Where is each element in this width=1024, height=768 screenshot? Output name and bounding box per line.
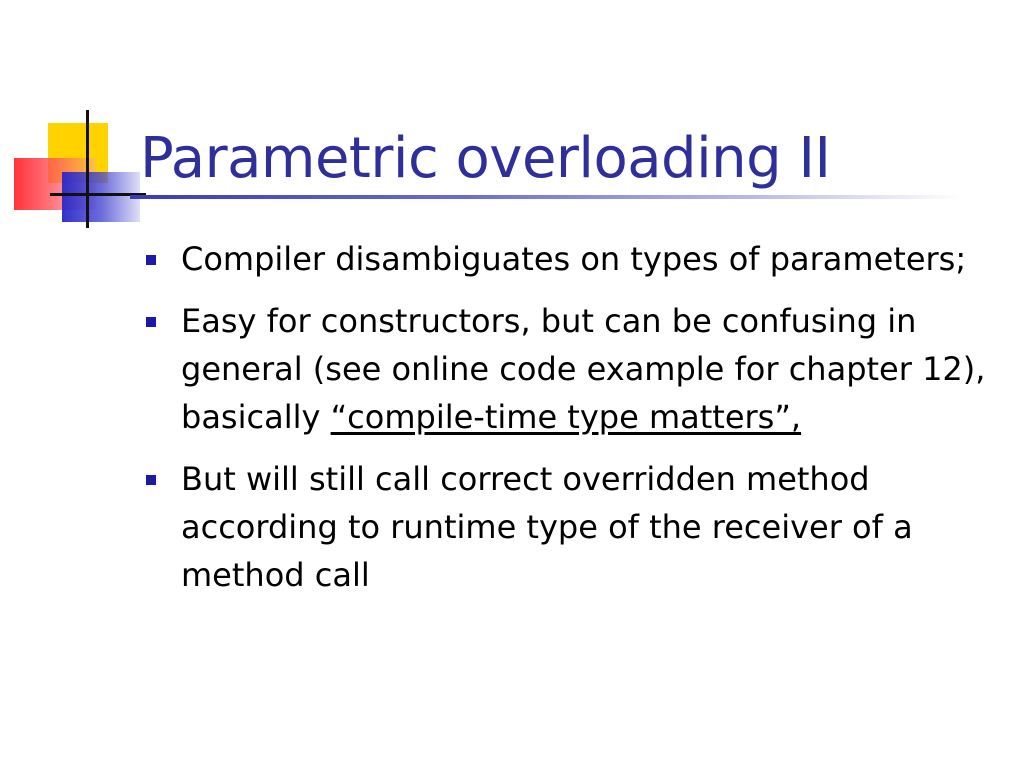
bullet-item: [146, 235, 1006, 283]
bullet-text: But will still call correct overridden method according to runtime type of the receiver of a method call: [181, 460, 913, 594]
bullet-item: [146, 297, 1006, 441]
square-bullet-icon: [146, 255, 156, 265]
square-bullet-icon: [146, 475, 156, 485]
title-underline-rule: [130, 195, 960, 199]
bullet-list: [146, 235, 1006, 613]
logo-blue-bar-icon: [62, 172, 140, 222]
bullet-item: [146, 455, 1006, 599]
square-bullet-icon: [146, 317, 156, 327]
bullet-text: Easy for constructors, but can be confusing in general (see online code example for chapter 12), basically: [181, 302, 986, 436]
slide-title: Parametric overloading II: [140, 126, 831, 191]
bullet-text: Compiler disambiguates on types of parameters;: [181, 240, 967, 278]
logo-vertical-line: [86, 110, 89, 228]
underlined-phrase: “compile-time type matters”,: [330, 398, 802, 436]
